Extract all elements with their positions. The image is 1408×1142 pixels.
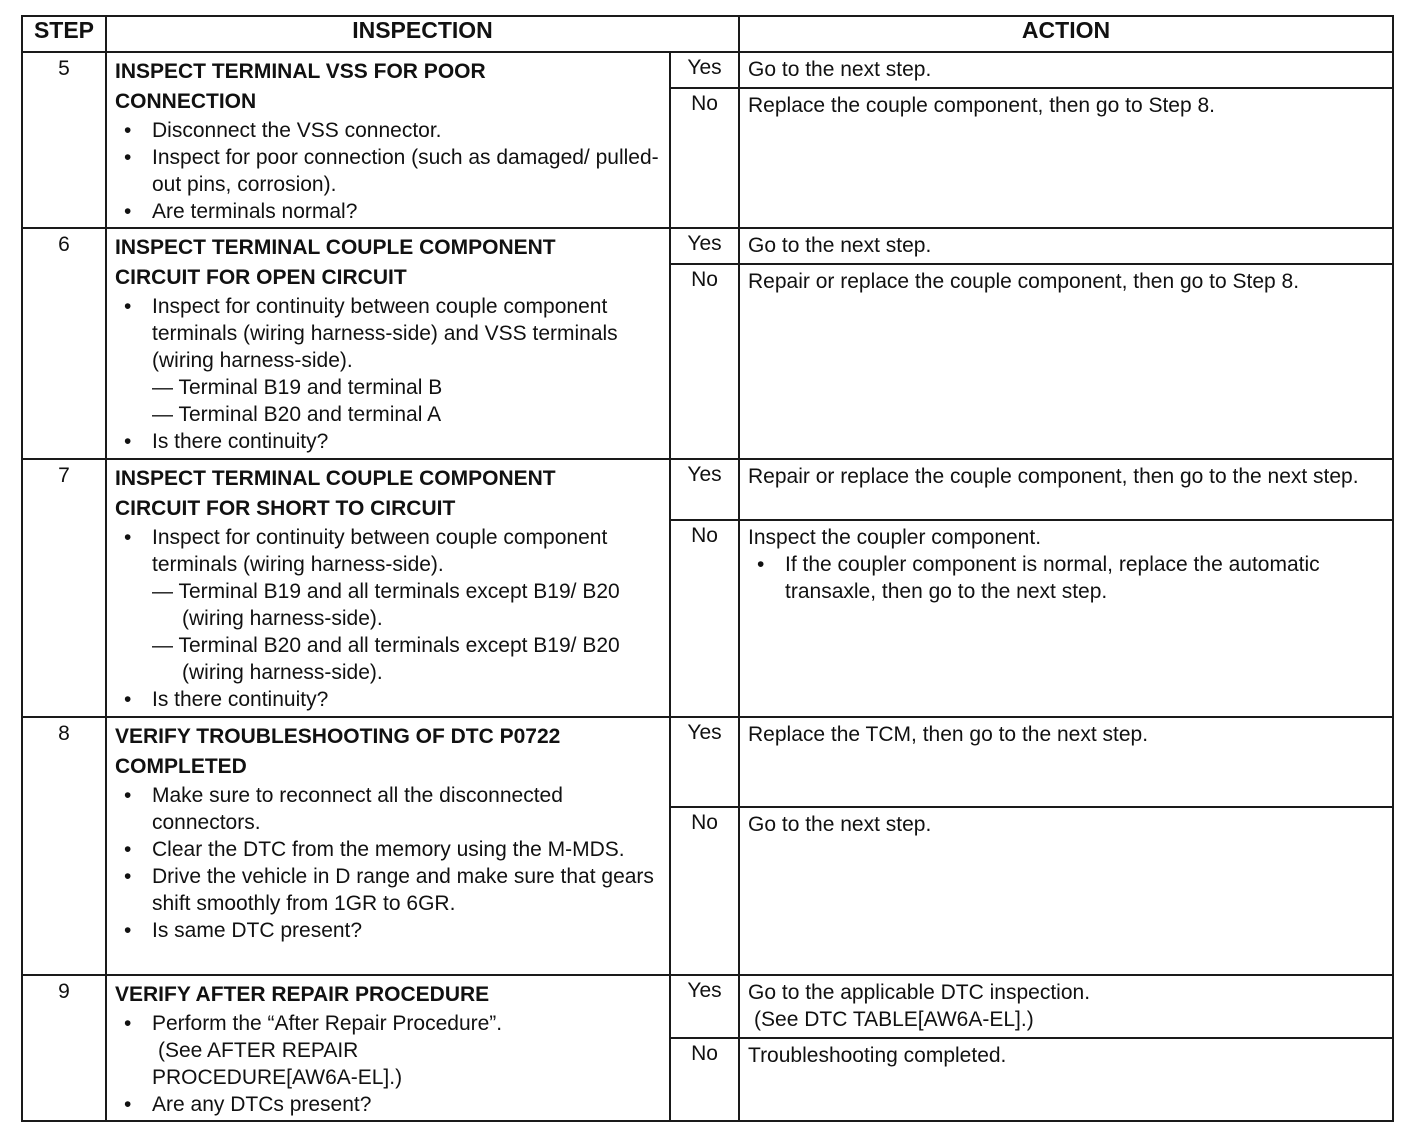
yes-action: Go to the next step.: [739, 52, 1393, 88]
list-item: • Inspect for continuity between couple component terminals (wiring harness-side) and VSS terminals (wiring harness-side). — Terminal B19 and terminal B — Terminal B20 and terminal A: [115, 293, 663, 428]
no-label: No: [670, 264, 739, 459]
no-action: Troubleshooting completed.: [739, 1038, 1393, 1121]
no-label: No: [670, 807, 739, 975]
list-item: • Disconnect the VSS connector.: [115, 117, 663, 144]
table-row: [22, 459, 1393, 520]
yes-label: Yes: [670, 459, 739, 520]
yes-action: Repair or replace the couple component, then go to the next step.: [739, 459, 1393, 520]
list-item: • Inspect for poor connection (such as damaged/ pulled-out pins, corrosion).: [115, 144, 663, 198]
header-inspection: INSPECTION: [106, 16, 739, 52]
list-item: • Perform the “After Repair Procedure”. (See AFTER REPAIR PROCEDURE[AW6A-EL].): [115, 1010, 663, 1091]
no-action: Go to the next step.: [739, 807, 1393, 975]
no-action: Repair or replace the couple component, then go to Step 8.: [739, 264, 1393, 459]
no-action: Replace the couple component, then go to Step 8.: [739, 88, 1393, 228]
troubleshooting-table: [21, 15, 1394, 1122]
note: (See DTC TABLE[AW6A-EL].): [754, 1008, 1034, 1031]
step-number: 6: [22, 228, 106, 459]
list-item: • Are any DTCs present?: [115, 1091, 663, 1118]
inspection-bullets: [115, 524, 663, 713]
no-label: No: [670, 1038, 739, 1121]
no-action: Inspect the coupler component. • If the coupler component is normal, replace the automatic transaxle, then go to the next step.: [739, 520, 1393, 717]
inspection-bullets: [115, 782, 663, 944]
header-action: ACTION: [739, 16, 1393, 52]
yes-label: Yes: [670, 52, 739, 88]
step-number: 7: [22, 459, 106, 717]
list-item: • Make sure to reconnect all the disconnected connectors.: [115, 782, 663, 836]
inspection-cell: [106, 717, 670, 975]
no-label: No: [670, 88, 739, 228]
inspection-title: VERIFY AFTER REPAIR PROCEDURE: [115, 983, 490, 1006]
header-step: STEP: [22, 16, 106, 52]
inspection-bullets: [115, 1010, 663, 1118]
step-number: 5: [22, 52, 106, 228]
note: (See AFTER REPAIR: [158, 1039, 359, 1062]
yes-action: Go to the applicable DTC inspection. (See DTC TABLE[AW6A-EL].): [739, 975, 1393, 1038]
yes-action: Replace the TCM, then go to the next step.: [739, 717, 1393, 807]
inspection-cell: [106, 975, 670, 1121]
table-row: [22, 228, 1393, 264]
list-item: • If the coupler component is normal, replace the automatic transaxle, then go to the next step.: [748, 551, 1386, 605]
inspection-bullets: [115, 117, 663, 225]
sub-item: — Terminal B19 and terminal B: [152, 376, 443, 399]
yes-label: Yes: [670, 717, 739, 807]
header-row: [22, 16, 1393, 52]
list-item: • Is there continuity?: [115, 428, 663, 455]
note: PROCEDURE[AW6A-EL].): [152, 1066, 403, 1089]
sub-item: — Terminal B20 and terminal A: [152, 403, 442, 426]
list-item: • Drive the vehicle in D range and make sure that gears shift smoothly from 1GR to 6GR.: [115, 863, 663, 917]
yes-label: Yes: [670, 975, 739, 1038]
inspection-cell: [106, 228, 670, 459]
inspection-bullets: [115, 293, 663, 455]
sub-item: — Terminal B20 and all terminals except B19/ B20 (wiring harness-side).: [152, 634, 620, 684]
inspection-title: INSPECT TERMINAL VSS FOR POOR CONNECTION: [115, 60, 486, 113]
step-number: 9: [22, 975, 106, 1121]
list-item: • Inspect for continuity between couple component terminals (wiring harness-side). — Terminal B19 and all terminals except B19/ B20 (wiring harness-side). — Terminal B20 and all terminals except B19/ B20 (wiring harness-side).: [115, 524, 663, 686]
list-item: • Are terminals normal?: [115, 198, 663, 225]
step-number: 8: [22, 717, 106, 975]
list-item: • Clear the DTC from the memory using the M-MDS.: [115, 836, 663, 863]
inspection-title: INSPECT TERMINAL COUPLE COMPONENT CIRCUIT FOR SHORT TO CIRCUIT: [115, 467, 556, 520]
table-row: [22, 975, 1393, 1038]
yes-label: Yes: [670, 228, 739, 264]
inspection-title: VERIFY TROUBLESHOOTING OF DTC P0722 COMPLETED: [115, 725, 561, 778]
inspection-cell: [106, 52, 670, 228]
no-label: No: [670, 520, 739, 717]
inspection-title: INSPECT TERMINAL COUPLE COMPONENT CIRCUIT FOR OPEN CIRCUIT: [115, 236, 556, 289]
list-item: • Is there continuity?: [115, 686, 663, 713]
table-row: [22, 52, 1393, 88]
sub-item: — Terminal B19 and all terminals except B19/ B20 (wiring harness-side).: [152, 580, 620, 630]
yes-action: Go to the next step.: [739, 228, 1393, 264]
table-row: [22, 717, 1393, 807]
list-item: • Is same DTC present?: [115, 917, 663, 944]
inspection-cell: [106, 459, 670, 717]
